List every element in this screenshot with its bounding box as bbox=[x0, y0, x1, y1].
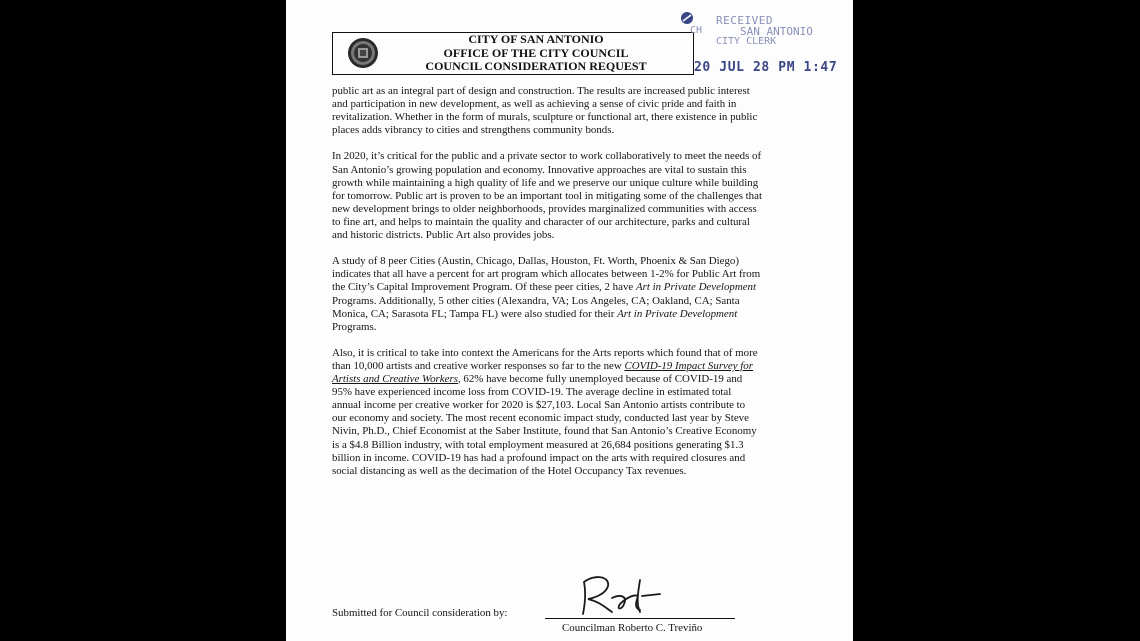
body-text bbox=[332, 85, 762, 491]
stamp-clerk: CITY CLERK bbox=[716, 36, 777, 47]
document-page bbox=[286, 0, 853, 641]
paragraph-2: In 2020, it’s critical for the public and a private sector to work collaboratively to meet the needs of San Antonio’s growing population and economy. Innovative approaches are vital to sustain this growth while maintaining a high quality of life and we preserve our unique culture while building for tomorrow. Public art is proven to be an important tool in mitigating some of the challenges that new development brings to older neighborhoods, provides marginalized communities with access to fine art, and helps to maintain the quality and character of our architecture, parks and cultural and historic districts. Public Art also provides jobs. bbox=[332, 150, 762, 242]
header-line-1: CITY OF SAN ANTONIO bbox=[468, 32, 604, 46]
signature bbox=[576, 568, 666, 618]
paragraph-4: Also, it is critical to take into context the Americans for the Arts reports which found that of more than 10,000 artists and creative worker responses so far to the new COVID-19 Impact Survey for Artists and Creative Workers, 62% have become fully unemployed because of COVID-19 and 95% have experienced income loss from COVID-19. The average decline in estimated total annual income per creative worker for 2020 is $27,103. Local San Antonio artists contribute to our economy and society. The most recent economic impact study, conducted last year by Steve Nivin, Ph.D., Chief Economist at the Saber Institute, found that San Antonio’s Creative Economy is a $4.8 Billion industry, with total employment measured at 26,684 positions generating $1.3 billion in income. COVID-19 has had a profound impact on the arts with required closures and social distancing as well as the decimation of the Hotel Occupancy Tax revenues. bbox=[332, 346, 758, 477]
signer-name: Councilman Roberto C. Treviño bbox=[562, 622, 703, 634]
header-box bbox=[332, 32, 694, 75]
art-in-private-development-2: Art in Private Development bbox=[617, 307, 738, 320]
stamp-city: SAN ANTONIO bbox=[740, 25, 813, 38]
stamp-received-text: RECEIVED bbox=[716, 14, 773, 27]
header-line-2: OFFICE OF THE CITY COUNCIL bbox=[443, 45, 629, 60]
submitted-label: Submitted for Council consideration by: bbox=[332, 607, 508, 619]
paragraph-3: A study of 8 peer Cities (Austin, Chicago, Dallas, Houston, Ft. Worth, Phoenix & San Diego) indicates that all have a percent for art program which allocates between 1-2% for Public Art from the City’s Capital Improvement Program. Of these peer cities, 2 have Art in Private Development Programs. Additionally, 5 other cities (Alexandra, VA; Los Angeles, CA; Oakland, CA; Santa Monica, CA; Sarasota FL; Tampa FL) were also studied for their Art in Private Development Programs. bbox=[332, 255, 761, 333]
header-line-3: COUNCIL CONSIDERATION REQUEST bbox=[425, 59, 647, 73]
stamp-logo-icon bbox=[680, 11, 694, 25]
city-seal-icon bbox=[347, 36, 379, 70]
header-title bbox=[383, 33, 689, 74]
art-in-private-development-1: Art in Private Development bbox=[635, 281, 757, 294]
stamp-prefix: CH bbox=[690, 25, 703, 36]
paragraph-1: public art as an integral part of design and construction. The results are increased public interest and participation in new development, as well as achieving a sense of civic pride and faith in revitalization. Whether in the form of murals, sculpture or functional art, there existence in public places adds vibrancy to cities and strengthens community bonds. bbox=[332, 85, 758, 137]
stamp-date: 20 JUL 28 PM 1:47 bbox=[694, 60, 838, 75]
covid-survey-link[interactable]: COVID-19 Impact Survey for Artists and Creative Workers bbox=[332, 359, 753, 386]
signature-line bbox=[545, 618, 735, 619]
received-stamp bbox=[680, 10, 850, 80]
